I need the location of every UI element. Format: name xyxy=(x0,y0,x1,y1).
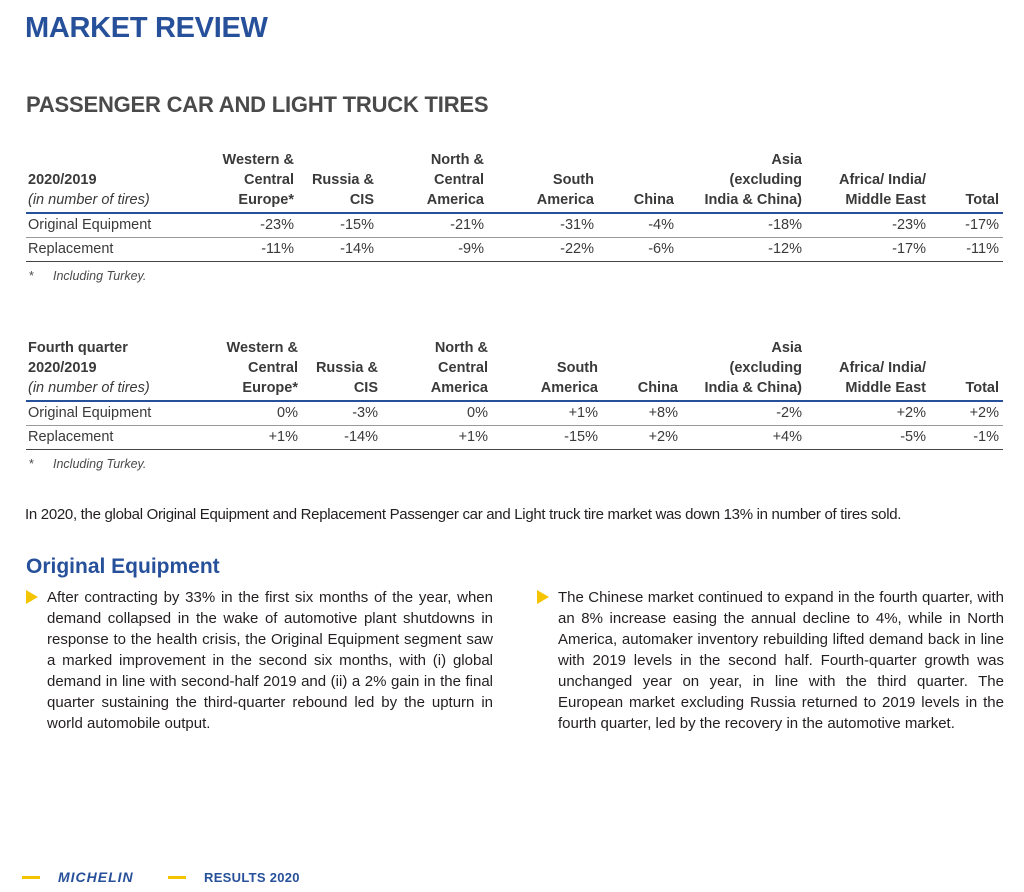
cell: -1% xyxy=(930,426,1003,450)
footer-dash xyxy=(22,876,40,879)
subhead-original-equipment: Original Equipment xyxy=(26,555,220,578)
table-row xyxy=(26,238,1003,262)
header-col: China xyxy=(602,338,682,401)
cell: -14% xyxy=(302,426,382,450)
header-col: South America xyxy=(492,338,602,401)
cell: -3% xyxy=(302,401,382,426)
table-row xyxy=(26,213,1003,238)
bullet-item xyxy=(558,587,1004,734)
cell: -15% xyxy=(298,213,378,238)
cell: -14% xyxy=(298,238,378,262)
cell: -9% xyxy=(378,238,488,262)
footnote-text: Including Turkey. xyxy=(53,269,147,283)
row-label: Replacement xyxy=(26,238,209,262)
row-label: Original Equipment xyxy=(26,401,209,426)
table-row xyxy=(26,426,1003,450)
row-label: Original Equipment xyxy=(26,213,209,238)
footnote xyxy=(29,269,146,283)
header-col: Africa/ India/ Middle East xyxy=(806,338,930,401)
bullet-item xyxy=(47,587,493,734)
row-label: Replacement xyxy=(26,426,209,450)
cell: -17% xyxy=(806,238,930,262)
cell: -4% xyxy=(598,213,678,238)
footnote xyxy=(29,457,146,471)
bullet-text: The Chinese market continued to expand in the fourth quarter, with an 8% increase easing the annual decline to 4%, while in North America, automaker inventory rebuilding lifted demand back in line with 2019 levels in the second half. Fourth-quarter growth was unchanged year on year, in line with the third quarter. The European market excluding Russia returned to 2019 levels in the fourth quarter, led by the recovery in the automotive market. xyxy=(558,589,1004,732)
header-col: China xyxy=(598,150,678,213)
footnote-mark: * xyxy=(29,269,34,283)
header-col: Asia (excluding India & China) xyxy=(678,150,806,213)
footer-report-title: RESULTS 2020 xyxy=(204,870,300,885)
cell: -15% xyxy=(492,426,602,450)
cell: -12% xyxy=(678,238,806,262)
header-col: Asia (excluding India & China) xyxy=(682,338,806,401)
cell: -18% xyxy=(678,213,806,238)
cell: -2% xyxy=(682,401,806,426)
cell: +1% xyxy=(209,426,302,450)
cell: 0% xyxy=(382,401,492,426)
cell: +2% xyxy=(930,401,1003,426)
cell: 0% xyxy=(209,401,302,426)
market-table-annual xyxy=(26,150,1003,262)
cell: -31% xyxy=(488,213,598,238)
cell: -17% xyxy=(930,213,1003,238)
cell: -11% xyxy=(930,238,1003,262)
header-col: Total xyxy=(930,338,1003,401)
market-table-fourth-quarter xyxy=(26,338,1003,450)
header-col: South America xyxy=(488,150,598,213)
header-period: Fourth quarter 2020/2019 (in number of tires) xyxy=(26,338,209,401)
cell: +2% xyxy=(602,426,682,450)
header-col: Russia & CIS xyxy=(302,338,382,401)
cell: +8% xyxy=(602,401,682,426)
bullet-text: After contracting by 33% in the first six months of the year, when demand collapsed in the wake of automotive plant shutdowns in response to the health crisis, the Original Equipment segment saw a marked improvement in the second six months, with (i) global demand in line with second-half 2019 and (ii) a 2% gain in the final quarter sustaining the third-quarter rebound led by the upturn in world automobile output. xyxy=(47,589,493,732)
header-col: Russia & CIS xyxy=(298,150,378,213)
cell: -6% xyxy=(598,238,678,262)
footnote-mark: * xyxy=(29,457,34,471)
header-col: North & Central America xyxy=(378,150,488,213)
header-period: 2020/2019 (in number of tires) xyxy=(26,150,209,213)
cell: +1% xyxy=(382,426,492,450)
summary-paragraph: In 2020, the global Original Equipment and Replacement Passenger car and Light truck tire market was down 13% in number of tires sold. xyxy=(25,506,902,523)
bullet-triangle-icon xyxy=(26,590,38,604)
bullet-triangle-icon xyxy=(537,590,549,604)
header-col: Western & Central Europe* xyxy=(209,338,302,401)
cell: -21% xyxy=(378,213,488,238)
header-col: North & Central America xyxy=(382,338,492,401)
footer-dash xyxy=(168,876,186,879)
cell: -5% xyxy=(806,426,930,450)
header-col: Total xyxy=(930,150,1003,213)
page-footer xyxy=(0,866,400,890)
cell: +2% xyxy=(806,401,930,426)
table-header-row xyxy=(26,150,1003,213)
table-header-row xyxy=(26,338,1003,401)
section-title: PASSENGER CAR AND LIGHT TRUCK TIRES xyxy=(26,92,489,117)
footnote-text: Including Turkey. xyxy=(53,457,147,471)
footer-brand: MICHELIN xyxy=(58,869,134,885)
cell: -22% xyxy=(488,238,598,262)
header-col: Western & Central Europe* xyxy=(209,150,298,213)
cell: -11% xyxy=(209,238,298,262)
cell: +4% xyxy=(682,426,806,450)
cell: -23% xyxy=(806,213,930,238)
page-title: MARKET REVIEW xyxy=(25,12,268,44)
table-row xyxy=(26,401,1003,426)
cell: +1% xyxy=(492,401,602,426)
cell: -23% xyxy=(209,213,298,238)
header-col: Africa/ India/ Middle East xyxy=(806,150,930,213)
